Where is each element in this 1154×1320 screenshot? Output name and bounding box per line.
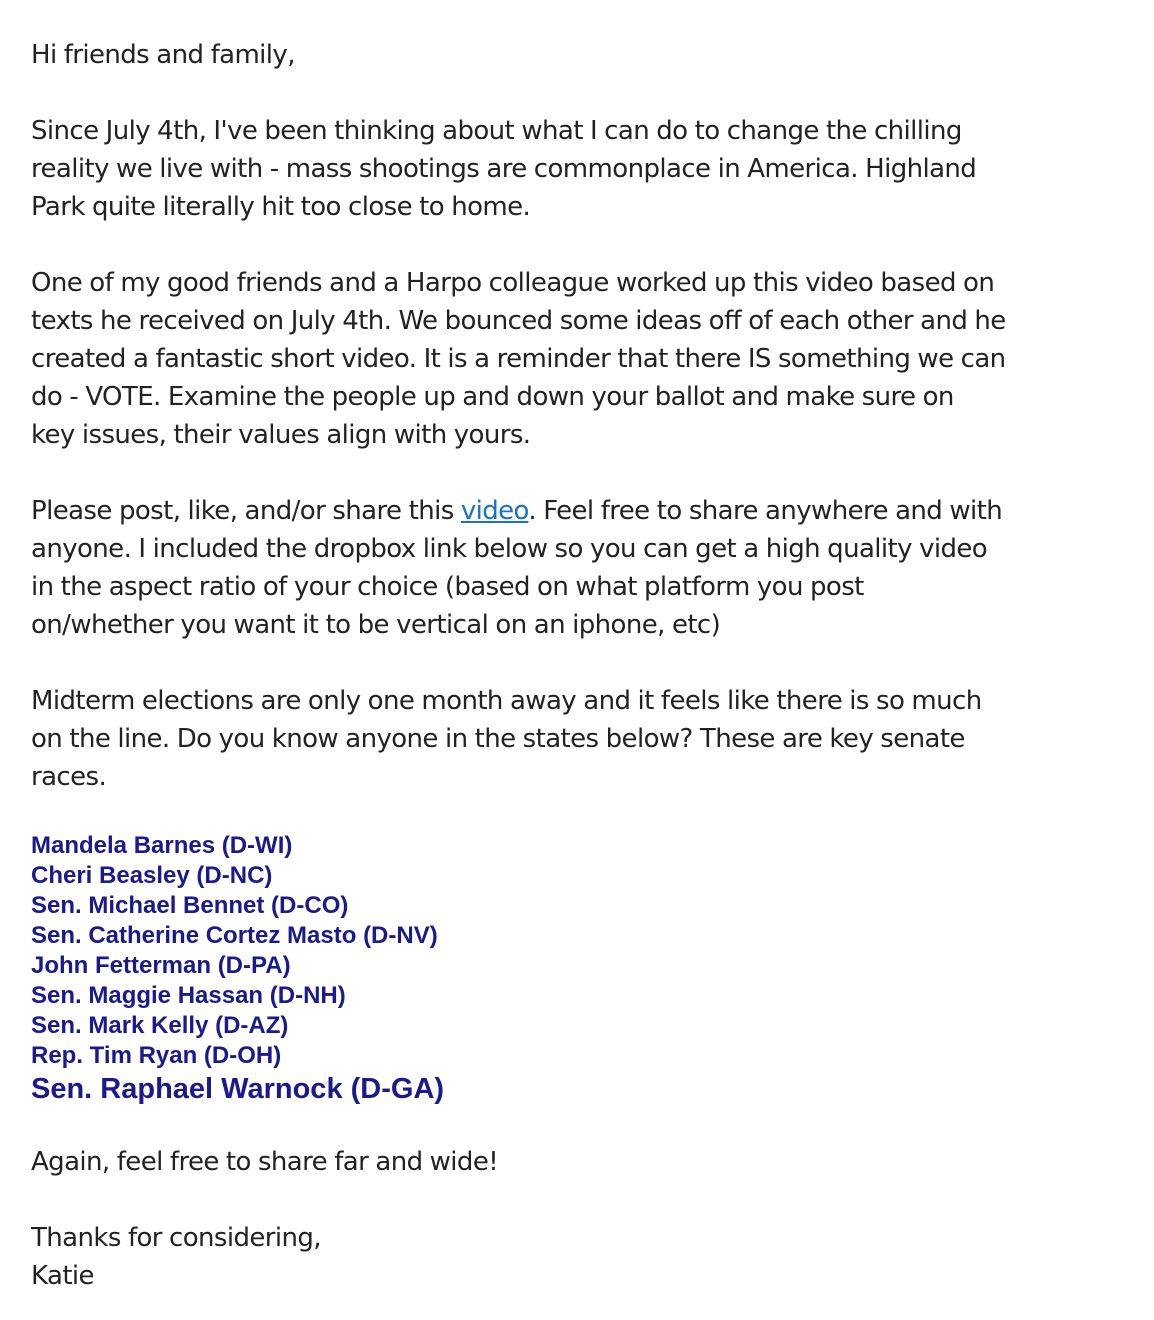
paragraph-line: on the line. Do you know anyone in the states below? These are key senate (31, 724, 965, 754)
signature: Katie (31, 1261, 94, 1291)
video-link[interactable]: video (460, 496, 529, 526)
paragraph-line: key issues, their values align with yours. (31, 420, 531, 450)
candidate-item: Sen. Michael Bennet (D-CO) (31, 892, 349, 919)
candidate-item: Sen. Maggie Hassan (D-NH) (31, 982, 346, 1009)
paragraph-line (31, 492, 1131, 530)
paragraph-line: on/whether you want it to be vertical on an iphone, etc) (31, 610, 721, 640)
paragraph-share-request (31, 492, 1131, 644)
share-line (31, 1143, 1131, 1181)
candidate-item: Rep. Tim Ryan (D-OH) (31, 1042, 282, 1069)
candidate-item: Sen. Raphael Warnock (D-GA) (31, 1073, 445, 1105)
paragraph-intro (31, 112, 1131, 226)
paragraph-line: Since July 4th, I've been thinking about what I can do to change the chilling (31, 116, 962, 146)
candidate-item: Sen. Mark Kelly (D-AZ) (31, 1012, 289, 1039)
paragraph-line: do - VOTE. Examine the people up and down your ballot and make sure on (31, 382, 954, 412)
closing (31, 1219, 1131, 1295)
candidate-item: Cheri Beasley (D-NC) (31, 862, 273, 889)
paragraph-line: in the aspect ratio of your choice (based on what platform you post (31, 572, 864, 602)
paragraph-line: texts he received on July 4th. We bounced some ideas off of each other and he (31, 306, 1006, 336)
paragraph-midterms (31, 682, 1131, 796)
paragraph-line: races. (31, 762, 107, 792)
paragraph-line: created a fantastic short video. It is a reminder that there IS something we can (31, 344, 1006, 374)
candidate-item: John Fetterman (D-PA) (31, 952, 291, 979)
paragraph-line: Park quite literally hit too close to home. (31, 192, 531, 222)
candidate-list (31, 831, 1131, 1107)
paragraph-line: One of my good friends and a Harpo colleague worked up this video based on (31, 268, 995, 298)
greeting (31, 36, 1131, 74)
paragraph-line: anyone. I included the dropbox link below so you can get a high quality video (31, 534, 988, 564)
email-body (31, 36, 1131, 1295)
signoff: Thanks for considering, (31, 1223, 321, 1253)
paragraph-line: reality we live with - mass shootings are commonplace in America. Highland (31, 154, 977, 184)
greeting-text: Hi friends and family, (31, 40, 295, 70)
share-text-before-link: Please post, like, and/or share this (31, 496, 461, 526)
candidate-item: Mandela Barnes (D-WI) (31, 832, 293, 859)
share-line-text: Again, feel free to share far and wide! (31, 1147, 499, 1177)
share-text-after-link: . Feel free to share anywhere and with (528, 496, 1003, 526)
candidate-item: Sen. Catherine Cortez Masto (D-NV) (31, 922, 438, 949)
paragraph-video-story (31, 264, 1131, 454)
paragraph-line: Midterm elections are only one month away and it feels like there is so much (31, 686, 982, 716)
